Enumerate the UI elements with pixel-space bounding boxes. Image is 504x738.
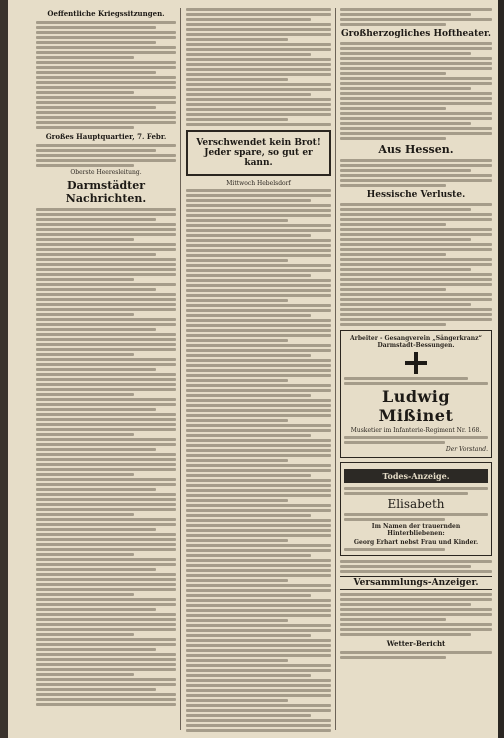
cross-icon [405,352,427,374]
ad-signature: Der Vorstand. [445,446,488,453]
meetings-heading: Versammlungs-Anzeiger. [340,576,492,590]
report-signature: Oberste Heeresleitung. [70,169,142,176]
ad-title: Arbeiter - Gesangverein „Sängerkranz“ Darmstadt-Bessungen. [350,335,482,349]
section-heading: Darmstädter Nachrichten. [65,179,147,205]
newspaper-page [8,0,498,738]
notice-heading: Oeffentliche Kriegssitzungen. [47,9,165,18]
memorial-advertisement [340,330,492,458]
obituary-signoff: Im Namen der trauernden Hinterbliebenen: [371,523,461,537]
weather-heading: Wetter-Bericht [386,639,446,648]
column-left [36,6,176,732]
ad-name: Ludwig Mißinet [378,387,454,425]
column-rule [180,8,181,730]
column-rule [335,8,336,730]
obituary-title: Todes-Anzeige. [344,469,488,483]
article-heading: Mittwoch Hebelsdorf [226,180,291,187]
ad-rank: Musketier im Infanterie-Regiment Nr. 168. [350,427,482,434]
report-heading: Großes Hauptquartier, 7. Febr. [45,132,167,141]
obituary-family: Georg Erhart nebst Frau und Kinder. [353,539,479,546]
bread-announcement: Verschwendet kein Brot! Jeder spare, so gut er kann. [186,130,331,176]
theater-heading: Großherzogliches Hoftheater. [340,29,492,39]
page-binding [0,0,8,738]
hessen-heading: Aus Hessen. [378,143,454,156]
losses-heading: Hessische Verluste. [366,190,466,200]
column-middle [186,6,331,732]
obituary-advertisement [340,462,492,556]
column-right [340,6,492,732]
obituary-name: Elisabeth [387,497,445,511]
